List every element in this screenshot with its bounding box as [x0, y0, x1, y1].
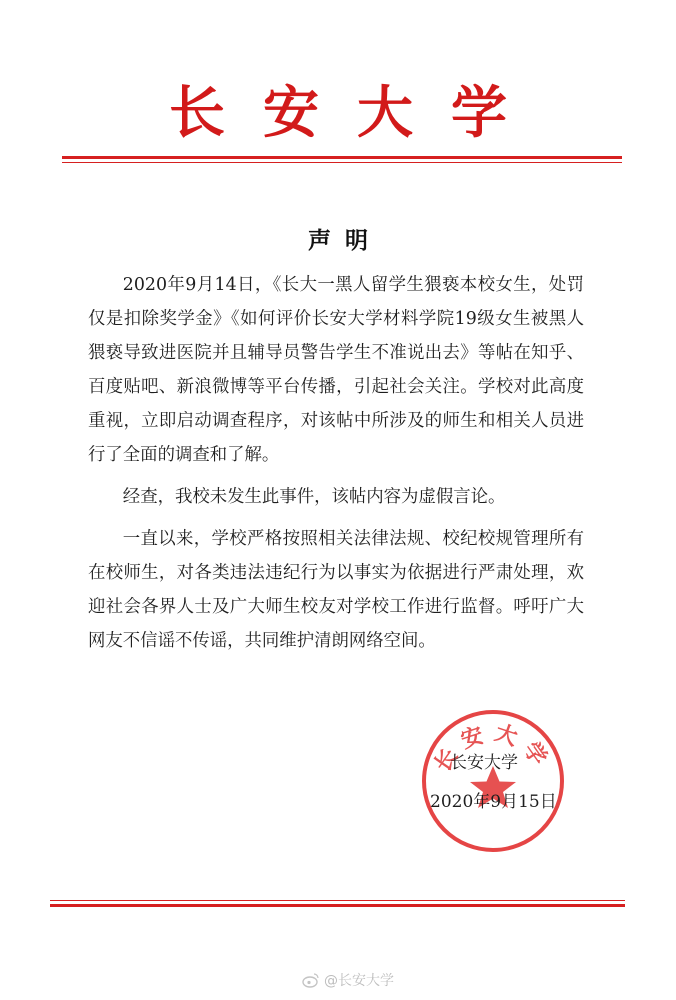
- paragraph-3: 一直以来，学校严格按照相关法律法规、校纪校规管理所有在校师生，对各类违法违纪行为以事实为依据进行严肃处理，欢迎社会各界人士及广大师生校友对学校工作进行监督。呼吁广大网友不信谣不传谣，共同维护清朗网络空间。: [88, 529, 584, 651]
- weibo-icon: [302, 972, 320, 988]
- official-seal-icon: [418, 706, 568, 856]
- document-title: 声明: [308, 227, 382, 254]
- watermark-text: @长安大学: [324, 973, 394, 989]
- document-body: [88, 268, 584, 658]
- letterhead-rule-thin: [62, 162, 622, 163]
- letterhead-title: 长安大学: [169, 80, 545, 146]
- letterhead-rule-thick: [62, 156, 622, 159]
- footer-rule-thin: [50, 900, 625, 901]
- signature-name: 长安大学: [450, 753, 518, 773]
- paragraph-2: 经查，我校未发生此事件，该帖内容为虚假言论。: [122, 487, 506, 507]
- weibo-watermark: [302, 970, 394, 990]
- footer-rule-thick: [50, 904, 625, 907]
- seal-text: 长安大学: [429, 719, 557, 777]
- paragraph-1: 2020年9月14日，《长大一黑人留学生猥亵本校女生，处罚仅是扣除奖学金》《如何评价长安大学材料学院19级女生被黑人猥亵导致进医院并且辅导员警告学生不准说出去》等帖在知乎、百度贴吧、新浪微博等平台传播，引起社会关注。学校对此高度重视，立即启动调查程序，对该帖中所涉及的师生和相关人员进行了全面的调查和了解。: [88, 275, 584, 465]
- signature-date: 2020年9月15日: [430, 792, 557, 812]
